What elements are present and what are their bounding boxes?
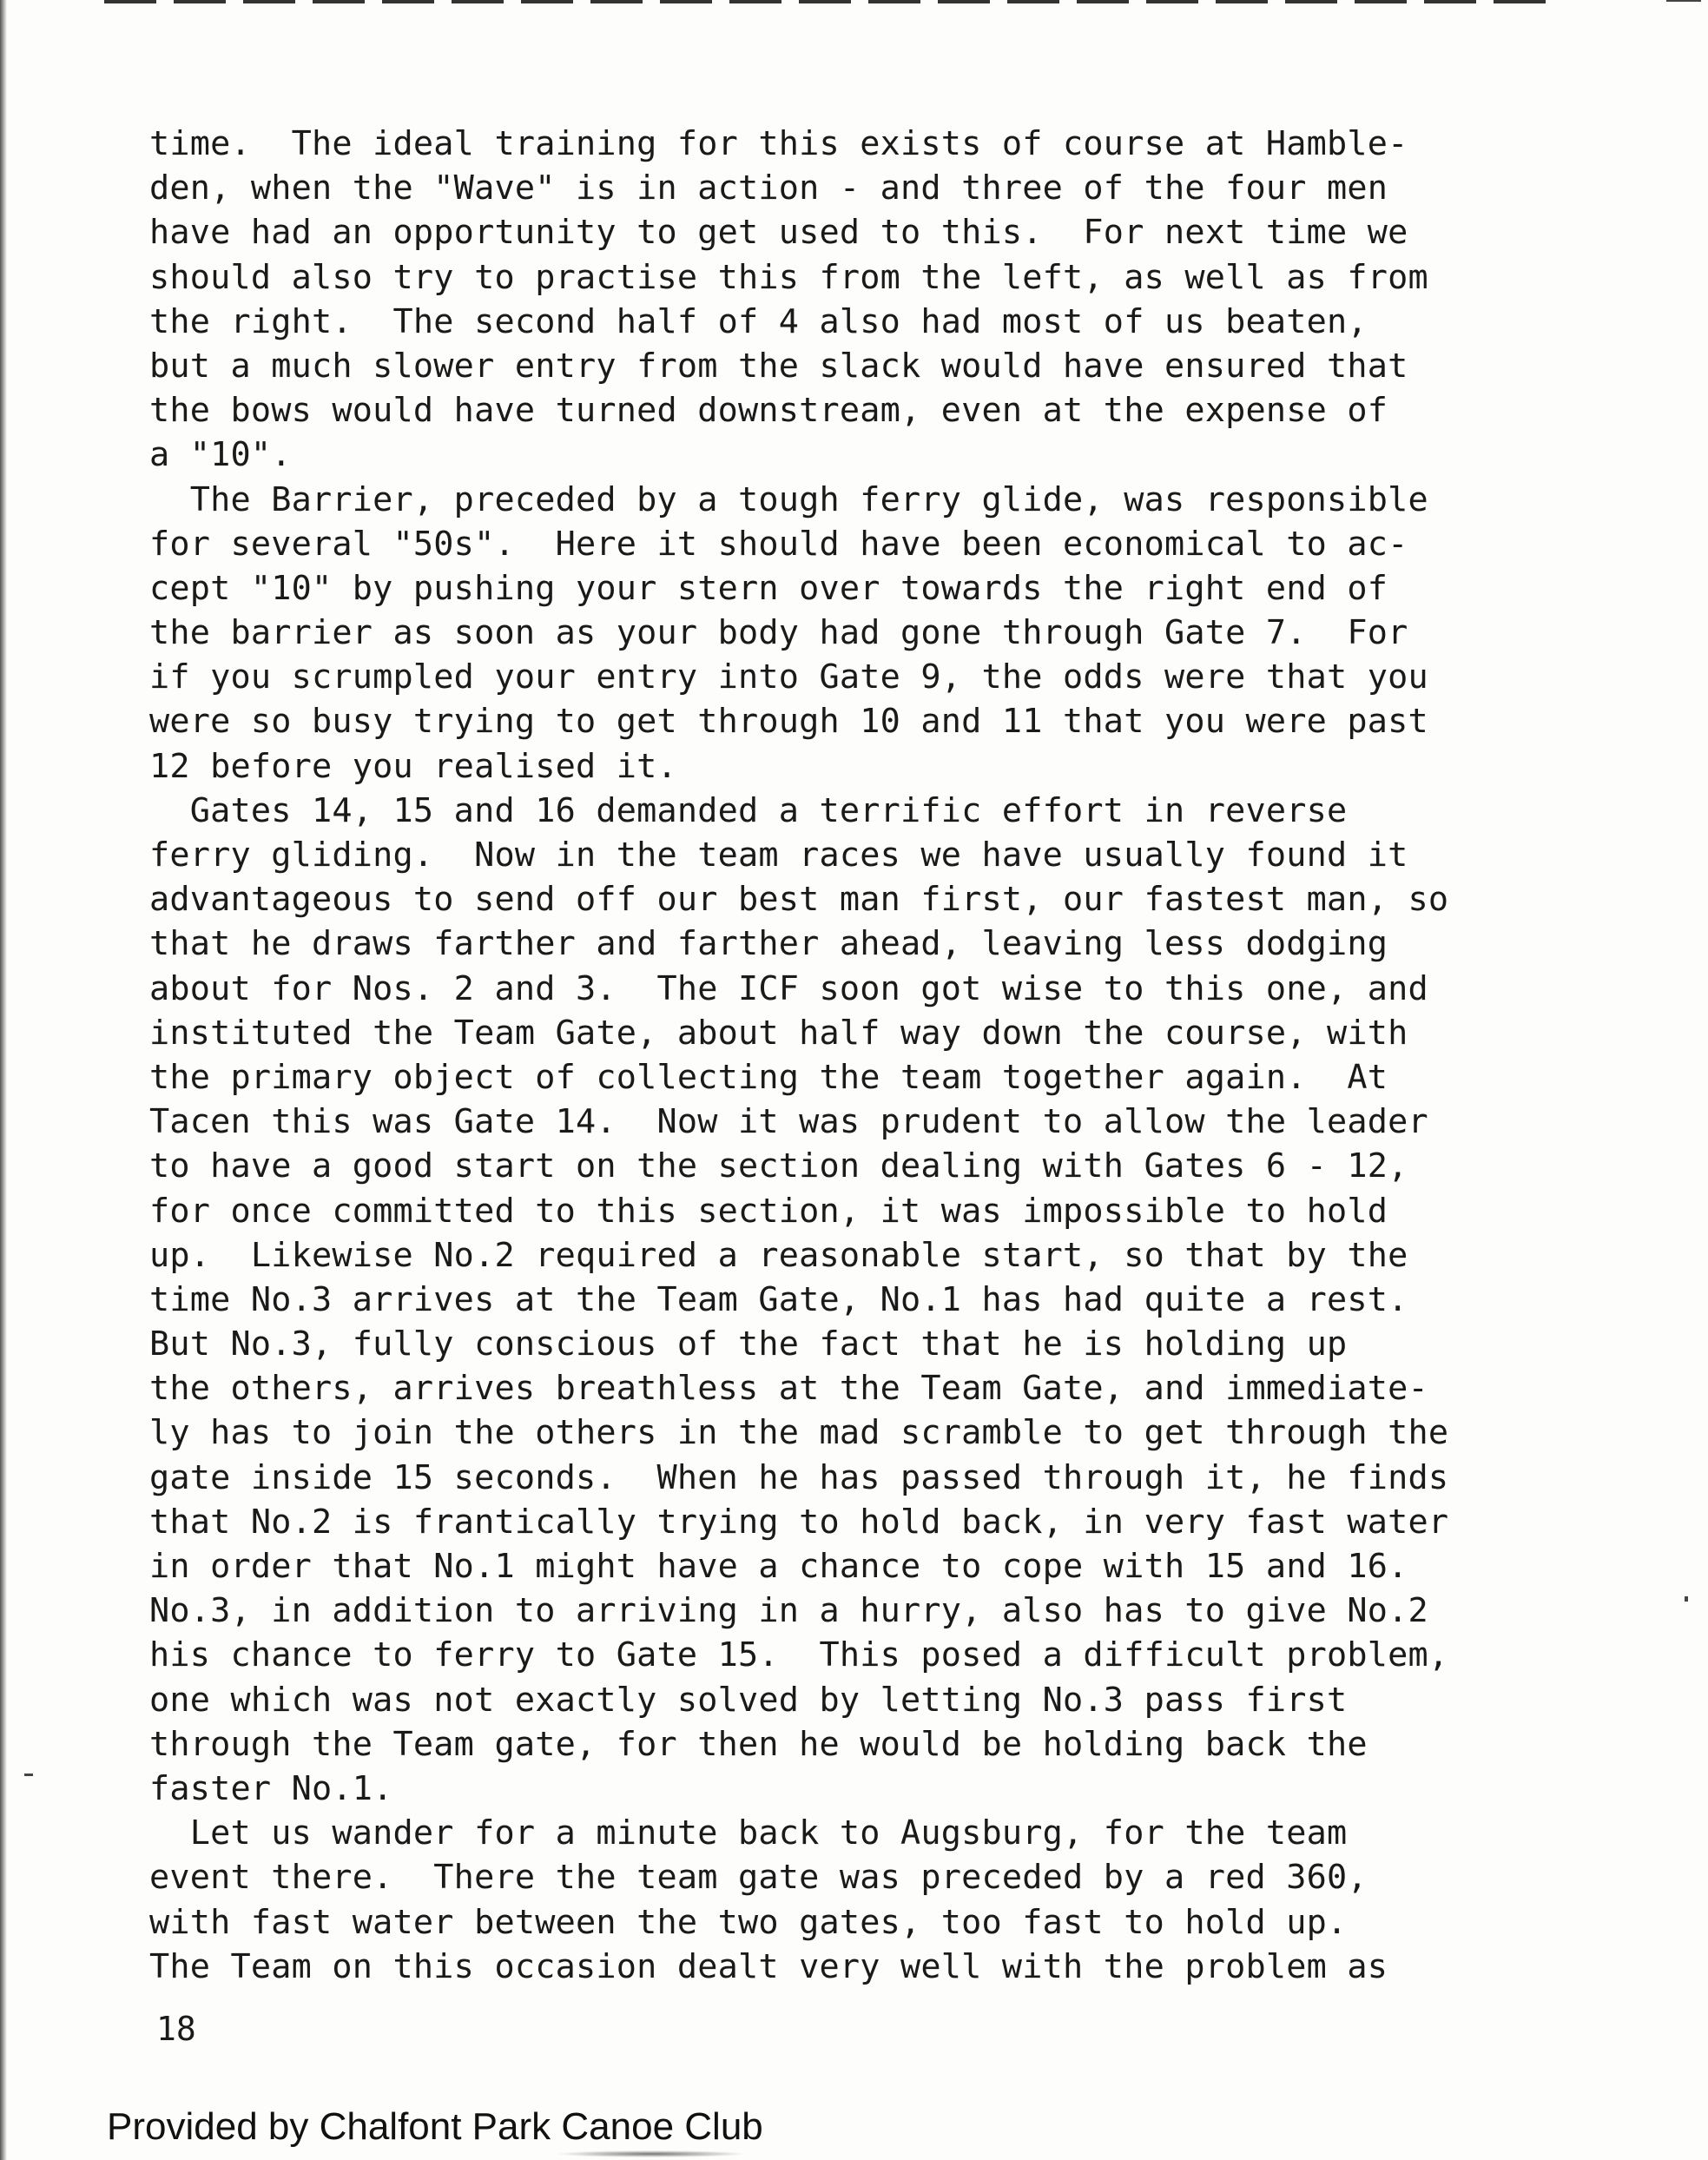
- text-line: Let us wander for a minute back to Augsburg, for the team: [149, 1813, 1348, 1853]
- text-line: but a much slower entry from the slack would have ensured that: [149, 346, 1408, 386]
- text-line: den, when the "Wave" is in action - and three of the four men: [149, 168, 1388, 208]
- text-line: for several "50s". Here it should have been economical to ac-: [149, 524, 1408, 564]
- text-line: through the Team gate, for then he would be holding back the: [149, 1724, 1368, 1764]
- text-line: one which was not exactly solved by letting No.3 pass first: [149, 1680, 1348, 1720]
- text-line: the primary object of collecting the team together again. At: [149, 1057, 1388, 1097]
- text-line: ferry gliding. Now in the team races we have usually found it: [149, 836, 1408, 875]
- text-line: The Barrier, preceded by a tough ferry glide, was responsible: [149, 479, 1428, 519]
- scan-edge-top-right: [1666, 0, 1701, 10]
- text-line: cept "10" by pushing your stern over towards the right end of: [149, 568, 1388, 608]
- scan-edge-top: [104, 0, 1563, 3]
- scan-smudge: [556, 2150, 747, 2157]
- text-line: Tacen this was Gate 14. Now it was prudent to allow the leader: [149, 1102, 1428, 1142]
- text-line: for once committed to this section, it was impossible to hold: [149, 1191, 1388, 1231]
- text-line: ly has to join the others in the mad scramble to get through the: [149, 1413, 1449, 1453]
- text-line: that No.2 is frantically trying to hold back, in very fast water: [149, 1502, 1449, 1542]
- text-line: the barrier as soon as your body had gone through Gate 7. For: [149, 613, 1408, 653]
- text-line: gate inside 15 seconds. When he has passed through it, he finds: [149, 1457, 1449, 1497]
- text-line: to have a good start on the section dealing with Gates 6 - 12,: [149, 1146, 1408, 1186]
- text-line: the right. The second half of 4 also had most of us beaten,: [149, 301, 1368, 341]
- text-line: the others, arrives breathless at the Team Gate, and immediate-: [149, 1369, 1428, 1409]
- text-line: should also try to practise this from the left, as well as from: [149, 257, 1428, 297]
- text-line: No.3, in addition to arriving in a hurry, also has to give No.2: [149, 1591, 1428, 1631]
- text-line: his chance to ferry to Gate 15. This posed a difficult problem,: [149, 1635, 1449, 1675]
- footer-credit: Provided by Chalfont Park Canoe Club: [107, 2105, 763, 2148]
- text-line: were so busy trying to get through 10 and 11 that you were past: [149, 702, 1428, 742]
- text-line: time No.3 arrives at the Team Gate, No.1 has had quite a rest.: [149, 1279, 1408, 1319]
- text-line: instituted the Team Gate, about half way down the course, with: [149, 1013, 1408, 1053]
- text-line: a "10".: [149, 435, 292, 475]
- text-line: about for Nos. 2 and 3. The ICF soon got wise to this one, and: [149, 968, 1428, 1008]
- text-line: time. The ideal training for this exists of course at Hamble-: [149, 124, 1408, 163]
- text-line: 12 before you realised it.: [149, 746, 677, 786]
- text-line: But No.3, fully conscious of the fact that he is holding up: [149, 1324, 1348, 1364]
- text-line: The Team on this occasion dealt very well with the problem as: [149, 1946, 1388, 1986]
- text-line: that he draws farther and farther ahead, leaving less dodging: [149, 924, 1388, 964]
- text-line: the bows would have turned downstream, even at the expense of: [149, 391, 1388, 431]
- text-line: faster No.1.: [149, 1768, 393, 1808]
- page-number: 18: [156, 2010, 196, 2048]
- text-line: event there. There the team gate was preceded by a red 360,: [149, 1858, 1368, 1898]
- text-line: Gates 14, 15 and 16 demanded a terrific effort in reverse: [149, 790, 1348, 830]
- text-line: have had an opportunity to get used to this. For next time we: [149, 213, 1408, 253]
- text-line: up. Likewise No.2 required a reasonable start, so that by the: [149, 1235, 1408, 1275]
- margin-mark: [24, 1774, 33, 1776]
- text-line: with fast water between the two gates, too fast to hold up.: [149, 1902, 1348, 1942]
- text-line: in order that No.1 might have a chance to cope with 15 and 16.: [149, 1547, 1408, 1586]
- text-line: if you scrumpled your entry into Gate 9, the odds were that you: [149, 657, 1428, 697]
- text-line: advantageous to send off our best man first, our fastest man, so: [149, 880, 1449, 920]
- margin-mark: [1685, 1596, 1688, 1602]
- scan-edge-left: [0, 0, 7, 2160]
- body-text: [149, 122, 1573, 1989]
